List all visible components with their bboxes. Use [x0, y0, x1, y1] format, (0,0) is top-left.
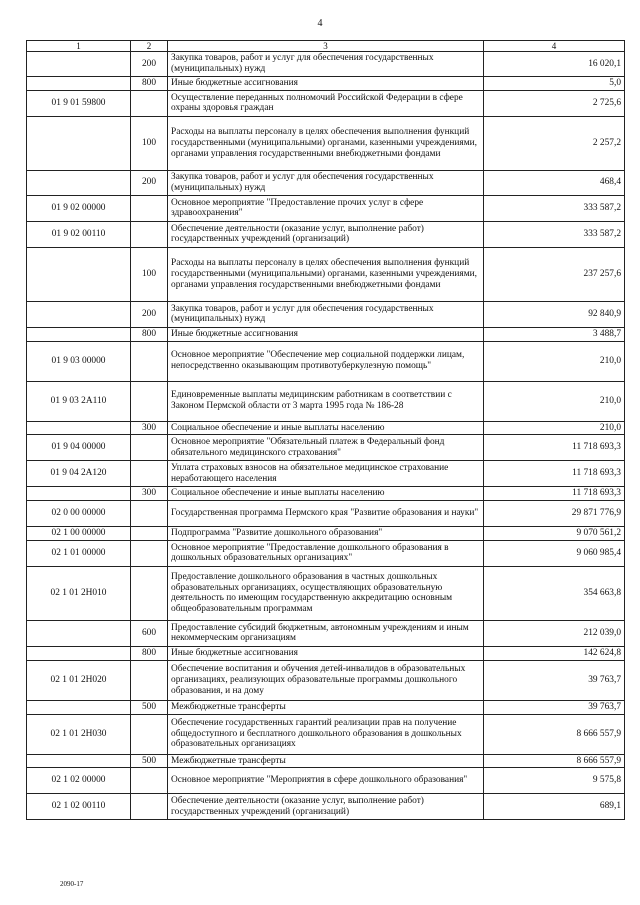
row-amount-cell: 333 587,2: [484, 221, 625, 247]
row-amount-cell: 3 488,7: [484, 327, 625, 341]
row-code-cell: [27, 327, 131, 341]
table-row: [27, 77, 625, 91]
row-code-cell: 01 9 02 00110: [27, 221, 131, 247]
row-amount-cell: 92 840,9: [484, 301, 625, 327]
table-row: [27, 327, 625, 341]
row-name-cell: Межбюджетные трансферты: [168, 700, 484, 714]
table-row: [27, 435, 625, 461]
row-name-cell: Межбюджетные трансферты: [168, 754, 484, 768]
row-type-cell: 200: [131, 301, 168, 327]
row-type-cell: [131, 540, 168, 566]
table-row: [27, 714, 625, 754]
table-row: [27, 421, 625, 435]
table-row: [27, 646, 625, 660]
row-name-cell: Расходы на выплаты персоналу в целях обеспечения выполнения функций государственными (муниципальными) органами, казенными учреждениями, органами управления государственными внебюджетными фондами: [168, 247, 484, 301]
row-code-cell: [27, 646, 131, 660]
table-row: [27, 620, 625, 646]
row-type-cell: 800: [131, 77, 168, 91]
header-col-1: 1: [27, 41, 131, 52]
table-row: [27, 116, 625, 170]
row-code-cell: 01 9 03 00000: [27, 341, 131, 381]
table-row: [27, 794, 625, 820]
row-type-cell: [131, 501, 168, 527]
table-header-row: [27, 41, 625, 52]
table-row: [27, 754, 625, 768]
row-amount-cell: 333 587,2: [484, 195, 625, 221]
row-code-cell: 02 0 00 00000: [27, 501, 131, 527]
table-row: [27, 221, 625, 247]
row-code-cell: 01 9 04 2A120: [27, 461, 131, 487]
row-code-cell: 01 9 02 00000: [27, 195, 131, 221]
row-name-cell: Закупка товаров, работ и услуг для обеспечения государственных (муниципальных) нужд: [168, 301, 484, 327]
row-name-cell: Иные бюджетные ассигнования: [168, 77, 484, 91]
row-amount-cell: 39 763,7: [484, 700, 625, 714]
row-code-cell: 02 1 01 2H020: [27, 660, 131, 700]
row-type-cell: 500: [131, 700, 168, 714]
row-amount-cell: 354 663,8: [484, 566, 625, 620]
table-row: [27, 461, 625, 487]
row-amount-cell: 8 666 557,9: [484, 754, 625, 768]
row-code-cell: 02 1 02 00000: [27, 768, 131, 794]
row-code-cell: 01 9 04 00000: [27, 435, 131, 461]
row-code-cell: [27, 301, 131, 327]
row-amount-cell: 11 718 693,3: [484, 487, 625, 501]
row-type-cell: 200: [131, 170, 168, 195]
table-row: [27, 341, 625, 381]
row-amount-cell: 11 718 693,3: [484, 461, 625, 487]
row-code-cell: 02 1 01 2H010: [27, 566, 131, 620]
document-code: 2090-17: [60, 880, 84, 888]
row-name-cell: Основное мероприятие "Предоставление дошкольного образования в дошкольных образовательных организациях": [168, 540, 484, 566]
header-col-2: 2: [131, 41, 168, 52]
table-row: [27, 487, 625, 501]
row-type-cell: [131, 90, 168, 116]
budget-table: [26, 40, 625, 820]
row-amount-cell: 468,4: [484, 170, 625, 195]
row-name-cell: Предоставление дошкольного образования в частных дошкольных образовательных организациях, осуществляющих образовательную деятельность по имеющим государственную аккредитацию основным общеобразовательным программам: [168, 566, 484, 620]
row-name-cell: Обеспечение деятельности (оказание услуг, выполнение работ) государственных учреждений (организаций): [168, 794, 484, 820]
row-amount-cell: 689,1: [484, 794, 625, 820]
table-row: [27, 195, 625, 221]
row-code-cell: 02 1 00 00000: [27, 527, 131, 541]
row-code-cell: [27, 421, 131, 435]
row-name-cell: Обеспечение деятельности (оказание услуг, выполнение работ) государственных учреждений (организаций): [168, 221, 484, 247]
row-name-cell: Основное мероприятие "Предоставление прочих услуг в сфере здравоохранения": [168, 195, 484, 221]
row-name-cell: Единовременные выплаты медицинским работникам в соответствии с Законом Пермской области от 3 марта 1995 года № 186-28: [168, 381, 484, 421]
table-row: [27, 660, 625, 700]
row-type-cell: 300: [131, 487, 168, 501]
row-code-cell: 02 1 01 00000: [27, 540, 131, 566]
row-name-cell: Обеспечение воспитания и обучения детей-инвалидов в образовательных организациях, реализующих образовательные программы дошкольного образования, и на дому: [168, 660, 484, 700]
table-row: [27, 527, 625, 541]
row-code-cell: [27, 620, 131, 646]
row-name-cell: Закупка товаров, работ и услуг для обеспечения государственных (муниципальных) нужд: [168, 170, 484, 195]
row-amount-cell: 212 039,0: [484, 620, 625, 646]
row-code-cell: [27, 247, 131, 301]
row-type-cell: 500: [131, 754, 168, 768]
row-amount-cell: 8 666 557,9: [484, 714, 625, 754]
row-amount-cell: 39 763,7: [484, 660, 625, 700]
table-row: [27, 90, 625, 116]
row-type-cell: [131, 527, 168, 541]
row-type-cell: [131, 714, 168, 754]
row-name-cell: Закупка товаров, работ и услуг для обеспечения государственных (муниципальных) нужд: [168, 52, 484, 77]
row-name-cell: Социальное обеспечение и иные выплаты населению: [168, 421, 484, 435]
row-amount-cell: 16 020,1: [484, 52, 625, 77]
row-amount-cell: 210,0: [484, 381, 625, 421]
table-row: [27, 301, 625, 327]
row-type-cell: [131, 381, 168, 421]
row-amount-cell: 142 624,8: [484, 646, 625, 660]
row-name-cell: Государственная программа Пермского края "Развитие образования и науки": [168, 501, 484, 527]
row-name-cell: Социальное обеспечение и иные выплаты населению: [168, 487, 484, 501]
row-type-cell: 100: [131, 116, 168, 170]
table-row: [27, 501, 625, 527]
row-amount-cell: 2 725,6: [484, 90, 625, 116]
table-row: [27, 381, 625, 421]
row-code-cell: [27, 487, 131, 501]
budget-table-body: [27, 41, 625, 820]
row-code-cell: 02 1 01 2H030: [27, 714, 131, 754]
table-row: [27, 170, 625, 195]
row-type-cell: [131, 660, 168, 700]
header-col-3: 3: [168, 41, 484, 52]
row-code-cell: 02 1 02 00110: [27, 794, 131, 820]
row-type-cell: 300: [131, 421, 168, 435]
row-amount-cell: 9 060 985,4: [484, 540, 625, 566]
row-type-cell: 800: [131, 646, 168, 660]
page-number: 4: [317, 18, 323, 29]
row-code-cell: [27, 754, 131, 768]
row-amount-cell: 5,0: [484, 77, 625, 91]
row-name-cell: Основное мероприятие "Обеспечение мер социальной поддержки лицам, непосредственно оказывающим противотуберкулезную помощь": [168, 341, 484, 381]
row-code-cell: 01 9 03 2A110: [27, 381, 131, 421]
row-type-cell: 200: [131, 52, 168, 77]
header-col-4: 4: [484, 41, 625, 52]
row-type-cell: [131, 195, 168, 221]
row-type-cell: 600: [131, 620, 168, 646]
table-row: [27, 52, 625, 77]
row-name-cell: Подпрограмма "Развитие дошкольного образования": [168, 527, 484, 541]
row-code-cell: [27, 52, 131, 77]
row-type-cell: [131, 341, 168, 381]
table-row: [27, 768, 625, 794]
row-type-cell: [131, 435, 168, 461]
row-code-cell: [27, 700, 131, 714]
row-type-cell: [131, 566, 168, 620]
row-amount-cell: 237 257,6: [484, 247, 625, 301]
row-name-cell: Предоставление субсидий бюджетным, автономным учреждениям и иным некоммерческим организациям: [168, 620, 484, 646]
table-row: [27, 566, 625, 620]
row-amount-cell: 210,0: [484, 341, 625, 381]
row-name-cell: Обеспечение государственных гарантий реализации прав на получение общедоступного и бесплатного дошкольного образования в дошкольных образовательных организациях: [168, 714, 484, 754]
row-name-cell: Иные бюджетные ассигнования: [168, 327, 484, 341]
table-row: [27, 540, 625, 566]
row-code-cell: [27, 77, 131, 91]
row-amount-cell: 9 575,8: [484, 768, 625, 794]
table-row: [27, 700, 625, 714]
row-name-cell: Расходы на выплаты персоналу в целях обеспечения выполнения функций государственными (муниципальными) органами, казенными учреждениями, органами управления государственными внебюджетными фондами: [168, 116, 484, 170]
row-name-cell: Иные бюджетные ассигнования: [168, 646, 484, 660]
row-amount-cell: 2 257,2: [484, 116, 625, 170]
row-amount-cell: 11 718 693,3: [484, 435, 625, 461]
row-type-cell: 800: [131, 327, 168, 341]
row-type-cell: [131, 768, 168, 794]
row-name-cell: Осуществление переданных полномочий Российской Федерации в сфере охраны здоровья граждан: [168, 90, 484, 116]
row-name-cell: Основное мероприятие "Обязательный платеж в Федеральный фонд обязательного медицинского страхования": [168, 435, 484, 461]
row-code-cell: 01 9 01 59800: [27, 90, 131, 116]
row-type-cell: [131, 461, 168, 487]
row-amount-cell: 210,0: [484, 421, 625, 435]
row-amount-cell: 29 871 776,9: [484, 501, 625, 527]
row-code-cell: [27, 116, 131, 170]
row-name-cell: Основное мероприятие "Мероприятия в сфере дошкольного образования": [168, 768, 484, 794]
row-type-cell: [131, 794, 168, 820]
table-row: [27, 247, 625, 301]
row-type-cell: [131, 221, 168, 247]
row-name-cell: Уплата страховых взносов на обязательное медицинское страхование неработающего населения: [168, 461, 484, 487]
row-type-cell: 100: [131, 247, 168, 301]
row-amount-cell: 9 070 561,2: [484, 527, 625, 541]
row-code-cell: [27, 170, 131, 195]
